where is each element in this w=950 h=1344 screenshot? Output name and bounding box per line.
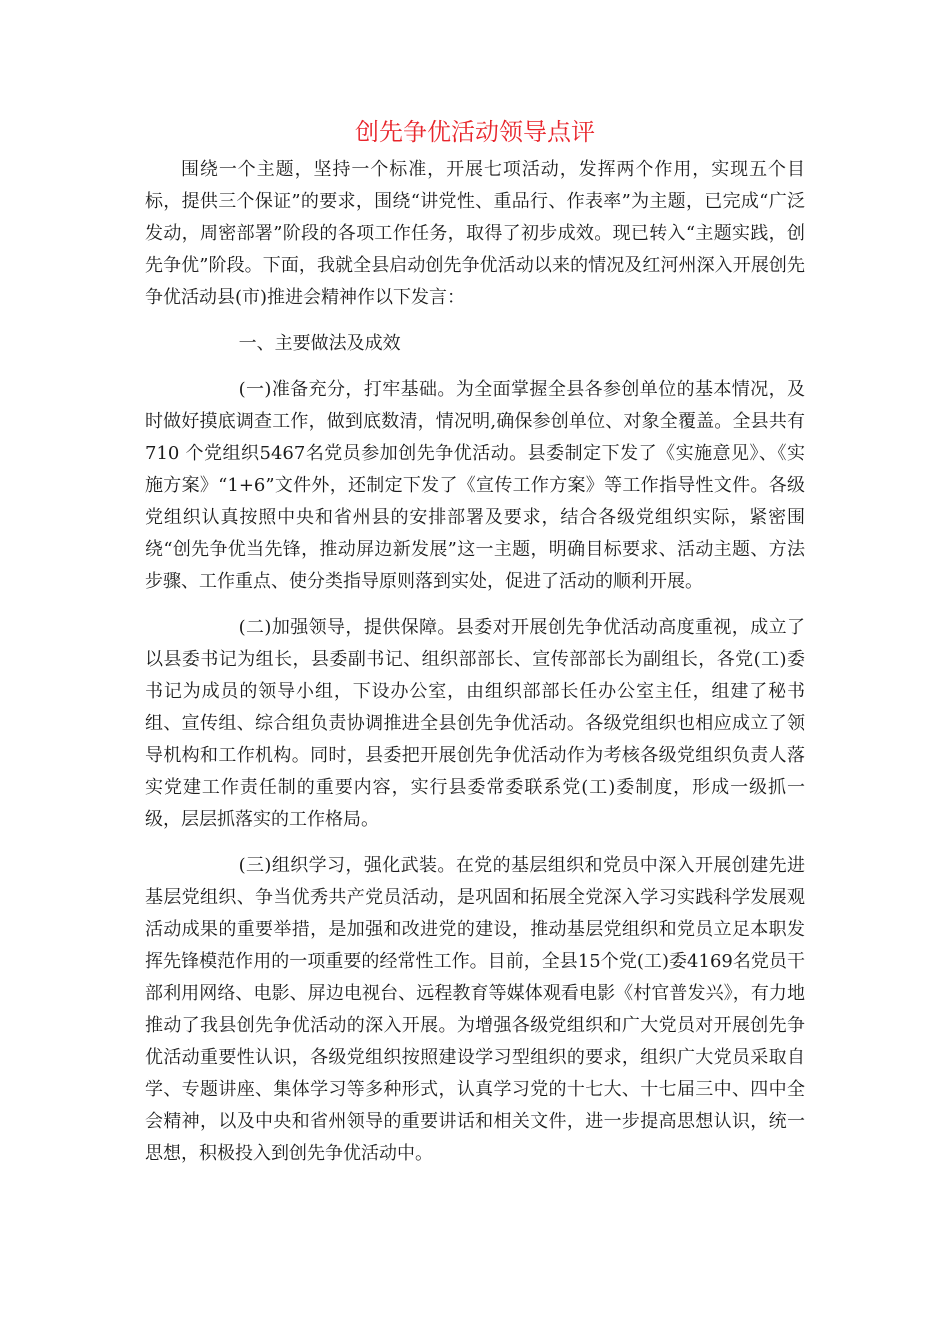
intro-paragraph: 围绕一个主题，坚持一个标准，开展七项活动，发挥两个作用，实现五个目标，提供三个保证”的要求，围绕“讲党性、重品行、作表率”为主题，已完成“广泛发动，周密部署”阶段的各项工作任务，取得了初步成效。现已转入“主题实践，创先争优”阶段。下面，我就全县启动创先争优活动以来的情况及红河州深入开展创先争优活动县(市)推进会精神作以下发言：: [145, 159, 805, 308]
section-heading: 一、主要做法及成效: [238, 333, 401, 354]
document-body: [145, 154, 805, 1184]
document-title: 创先争优活动领导点评: [355, 118, 595, 146]
paragraph-1: (一)准备充分，打牢基础。为全面掌握全县各参创单位的基本情况，及时做好摸底调查工作，做到底数清，情况明,确保参创单位、对象全覆盖。全县共有710 个党组织5467名党员参加创先争优活动。县委制定下发了《实施意见》、《实施方案》“1+6”文件外，还制定下发了《宣传工作方案》等工作指导性文件。各级党组织认真按照中央和省州县的安排部署及要求，结合各级党组织实际，紧密围绕“创先争优当先锋，推动屏边新发展”这一主题，明确目标要求、活动主题、方法步骤、工作重点、使分类指导原则落到实处，促进了活动的顺利开展。: [145, 379, 805, 592]
paragraph-2: (二)加强领导，提供保障。县委对开展创先争优活动高度重视，成立了以县委书记为组长，县委副书记、组织部部长、宣传部部长为副组长，各党(工)委书记为成员的领导小组，下设办公室，由组织部部长任办公室主任，组建了秘书组、宣传组、综合组负责协调推进全县创先争优活动。各级党组织也相应成立了领导机构和工作机构。同时，县委把开展创先争优活动作为考核各级党组织负责人落实党建工作责任制的重要内容，实行县委常委联系党(工)委制度，形成一级抓一级，层层抓落实的工作格局。: [145, 617, 805, 830]
paragraph-3: (三)组织学习，强化武装。在党的基层组织和党员中深入开展创建先进基层党组织、争当优秀共产党员活动，是巩固和拓展全党深入学习实践科学发展观活动成果的重要举措，是加强和改进党的建设，推动基层党组织和党员立足本职发挥先锋模范作用的一项重要的经常性工作。目前，全县15个党(工)委4169名党员干部利用网络、电影、屏边电视台、远程教育等媒体观看电影《村官普发兴》，有力地推动了我县创先争优活动的深入开展。为增强各级党组织和广大党员对开展创先争优活动重要性认识，各级党组织按照建设学习型组织的要求，组织广大党员采取自学、专题讲座、集体学习等多种形式，认真学习党的十七大、十七届三中、四中全会精神，以及中央和省州领导的重要讲话和相关文件，进一步提高思想认识，统一思想，积极投入到创先争优活动中。: [145, 855, 805, 1164]
